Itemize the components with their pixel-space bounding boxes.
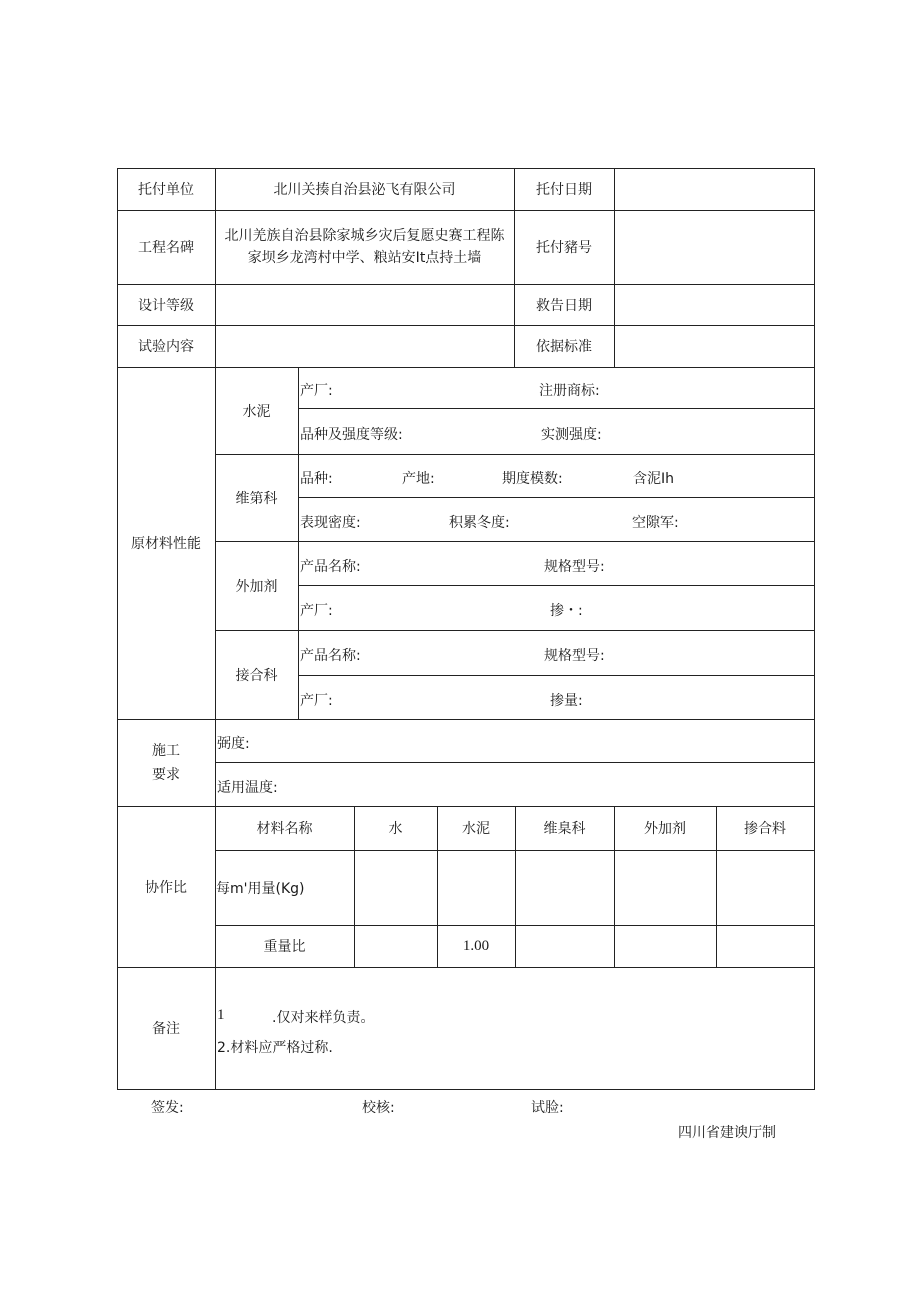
design-grade-value[interactable] [215,284,514,325]
aggregate-fineness: 期度模数: [502,471,563,487]
blending-dosage: 掺量: [550,693,583,709]
project-name-value [215,210,514,284]
aggregate-void-ratio: 空隙军: [632,515,679,531]
design-grade-label: 设计等级 [138,297,194,314]
blending-spec-model: 规格型号: [544,648,605,664]
test-content-value[interactable] [215,325,514,367]
client-unit-value: 北川关揍自治县泌飞有限公司 [273,182,456,198]
blending-manufacturer: 产厂: [300,693,333,709]
remark-1-text: .仅对来样负责。 [272,1010,375,1026]
aggregate-variety: 品种: [300,471,333,487]
aggregate-mud: 含泥Ih [633,471,675,487]
mix-header-admixture: 外加剂 [644,821,686,837]
report-date-label: 救告日期 [536,297,592,314]
basis-standard-value[interactable] [614,325,814,367]
cement-variety-grade: 品种及强度等级: [300,427,403,443]
mix-per-m3-blending[interactable] [716,850,814,925]
admixture-dosage: 掺・: [550,603,583,619]
publisher-note: 四川省建谀厅制 [678,1125,776,1141]
remark-1-number: 1 [217,1007,225,1023]
admixture-manufacturer: 产厂: [300,603,333,619]
mix-header-water: 水 [388,821,403,837]
admixture-product-name: 产品名称: [300,559,361,575]
mix-per-m3-water[interactable] [354,850,437,925]
cement-manufacturer: 产厂: [300,383,333,399]
client-date-label: 托付日期 [536,182,592,198]
temperature-field: 适用温度: [217,780,278,796]
test-signature: 试脸: [531,1100,564,1116]
project-name-line-2: 家坝乡龙湾村中学、粮站安It点持土墙 [247,250,482,266]
admixture-spec-model: 规格型号: [544,559,605,575]
cement-trademark: 注册商标: [539,383,600,399]
aggregate-bulk-density: 积累冬度: [449,515,510,531]
remark-2-text: 2.材料应严格过称. [217,1040,333,1056]
mix-header-aggregate: 维臬科 [543,821,586,837]
client-date-value[interactable] [614,168,814,210]
aggregate-label: 维第科 [235,490,278,507]
project-name-label: 工程名碑 [138,240,194,256]
issue-signature: 签发: [151,1100,184,1116]
mix-per-m3-admixture[interactable] [614,850,716,925]
mix-header-material-name: 材料名称 [256,821,313,837]
mix-header-blending: 掺合料 [744,821,786,837]
aggregate-apparent-density: 表现密度: [300,515,361,531]
mix-per-m3-aggregate[interactable] [515,850,614,925]
construction-label-line-1: 施工 [152,742,180,759]
materials-section-label: 原材料性能 [131,536,201,552]
consistency-field: 弼度: [217,736,250,752]
basis-standard-label: 依据标准 [536,339,592,355]
client-number-value[interactable] [614,210,814,284]
construction-label [117,719,215,806]
mix-per-m3-label: 每m'用量(Kg) [216,881,305,897]
mix-ratio-row-label: 重量比 [263,939,306,955]
client-unit-label: 托付单位 [138,182,194,198]
mix-per-m3-cement[interactable] [437,850,515,925]
mix-header-cement: 水泥 [462,821,490,837]
client-number-label: 托付豬号 [536,240,592,256]
mix-ratio-cement-value: 1.00 [462,937,490,954]
cement-label: 水泥 [242,403,271,420]
aggregate-origin: 产地: [402,471,435,487]
remarks-label: 备注 [152,1021,180,1037]
project-name-line-1: 北川羌族自治县除家城乡灾后复愿史赛工程陈 [224,228,505,244]
cement-measured-strength: 实测强度: [541,427,602,443]
construction-label-line-2: 要求 [152,766,180,783]
mix-ratio-label: 协作比 [145,879,187,896]
admixture-label: 外加剂 [235,578,278,595]
test-content-label: 试验内容 [138,339,194,355]
check-signature: 校核: [362,1100,395,1116]
blending-product-name: 产品名称: [300,648,361,664]
report-date-value[interactable] [614,284,814,325]
blending-label: 接合科 [235,667,278,684]
